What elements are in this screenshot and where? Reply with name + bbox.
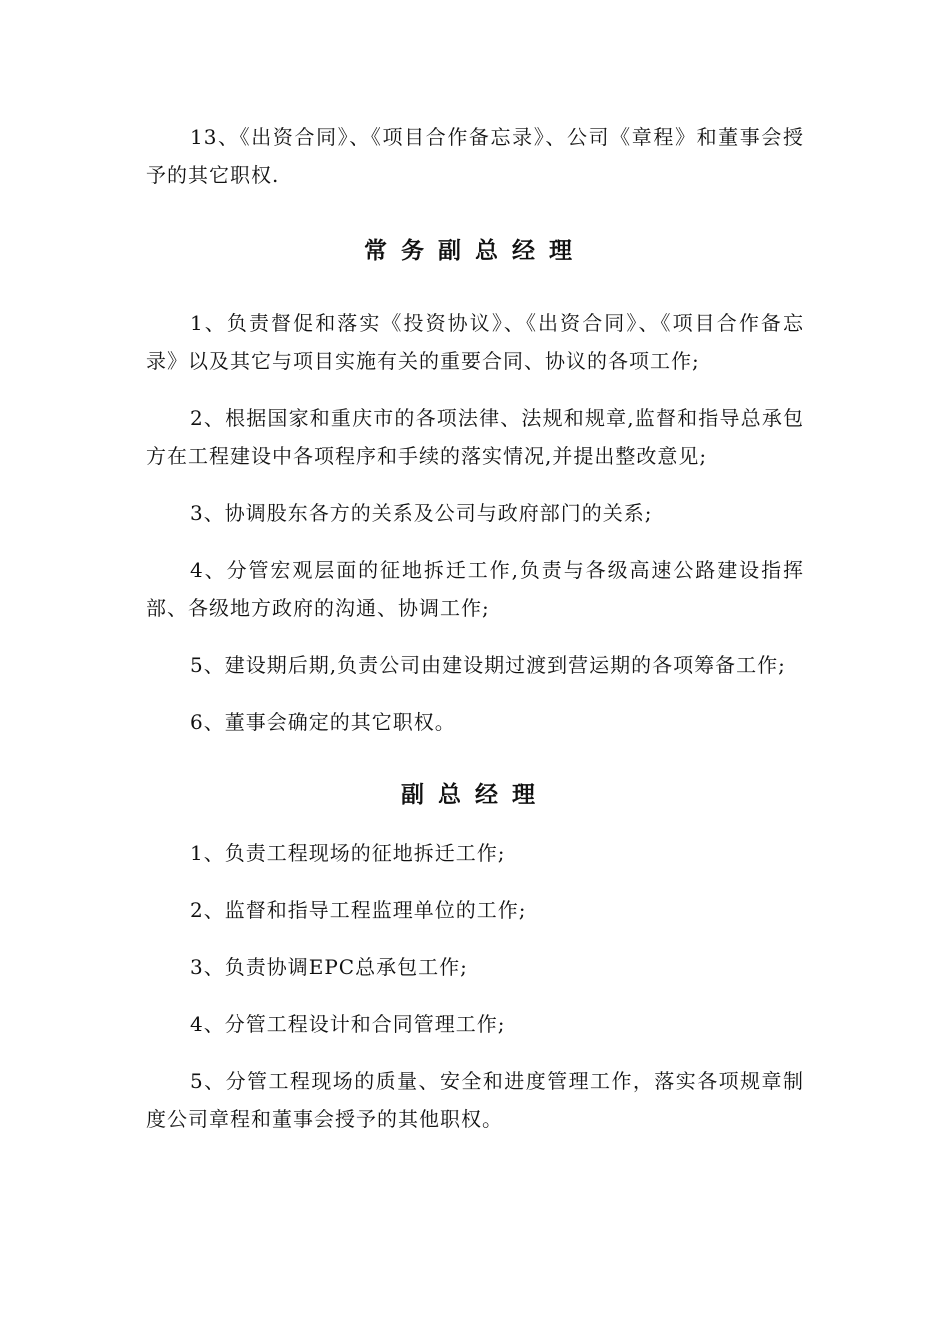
- document-body: [146, 118, 804, 1138]
- section-heading-executive-vp: 常务副总经理: [364, 238, 586, 264]
- list-item: 2、监督和指导工程监理单位的工作;: [190, 898, 527, 922]
- list-item: 2、根据国家和重庆市的各项法律、法规和规章,监督和指导总承包方在工程建设中各项程序和手续的落实情况,并提出整改意见;: [146, 406, 804, 468]
- list-item: 1、负责督促和落实《投资协议》、《出资合同》、《项目合作备忘录》以及其它与项目实施有关的重要合同、协议的各项工作;: [146, 311, 804, 373]
- list-item: 5、建设期后期,负责公司由建设期过渡到营运期的各项筹备工作;: [190, 653, 786, 677]
- list-item: 4、分管宏观层面的征地拆迁工作,负责与各级高速公路建设指挥部、各级地方政府的沟通、协调工作;: [146, 558, 804, 620]
- section-heading-vice-gm: 副总经理: [401, 782, 549, 808]
- list-item: 6、董事会确定的其它职权。: [190, 710, 456, 734]
- list-item: 1、负责工程现场的征地拆迁工作;: [190, 841, 506, 865]
- list-item: 4、分管工程设计和合同管理工作;: [190, 1012, 506, 1036]
- list-item: 3、协调股东各方的关系及公司与政府部门的关系;: [190, 501, 653, 525]
- intro-item: 13、《出资合同》、《项目合作备忘录》、公司《章程》和董事会授予的其它职权.: [146, 125, 804, 187]
- list-item: 5、分管工程现场的质量、安全和进度管理工作，落实各项规章制度公司章程和董事会授予的其他职权。: [146, 1069, 804, 1131]
- list-item: 3、负责协调EPC总承包工作;: [190, 955, 468, 979]
